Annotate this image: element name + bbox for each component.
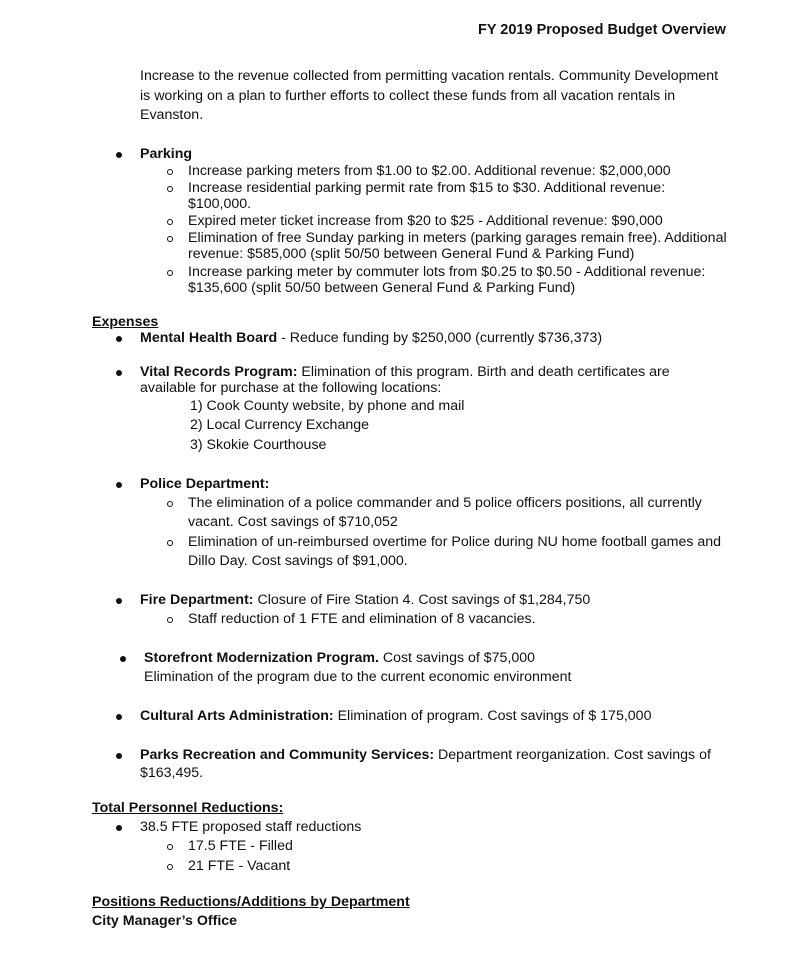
item-text: Elimination of this program. Birth and death certificates are <box>297 364 670 380</box>
mental-health-item <box>140 330 602 347</box>
vital-records-item <box>140 364 670 381</box>
item-text: Cost savings of $75,000 <box>378 650 536 666</box>
intro-line: Increase to the revenue collected from permitting vacation rentals. Community Development <box>140 68 719 84</box>
police-item: The elimination of a police commander and 5 police officers positions, all currently <box>188 495 702 511</box>
fire-item <box>140 592 590 609</box>
personnel-heading: Total Personnel Reductions: <box>92 800 284 816</box>
parking-item-cont: $100,000. <box>188 196 252 212</box>
police-item: Elimination of un-reimbursed overtime for Police during NU home football games and <box>188 534 722 550</box>
personnel-bullet: 38.5 FTE proposed staff reductions <box>140 819 362 835</box>
parking-item: Expired meter ticket increase from $20 to $25 - Additional revenue: $90,000 <box>188 213 663 229</box>
location-item: 2) Local Currency Exchange <box>190 417 370 433</box>
intro-line: Evanston. <box>140 107 204 123</box>
positions-heading: Positions Reductions/Additions by Department <box>92 894 410 910</box>
item-title: Parks Recreation and Community Services: <box>140 747 435 763</box>
item-title: Cultural Arts Administration: <box>140 708 334 724</box>
positions-subheading: City Manager’s Office <box>92 913 238 929</box>
expenses-heading: Expenses <box>92 314 159 330</box>
storefront-item <box>144 650 535 667</box>
item-text: Closure of Fire Station 4. Cost savings of $1,284,750 <box>253 592 591 608</box>
item-text: Elimination of program. Cost savings of $ 175,000 <box>333 708 652 724</box>
item-text: - Reduce funding by $250,000 (currently $736,373) <box>277 330 603 346</box>
parking-label: Parking <box>140 146 193 162</box>
police-item-cont: Dillo Day. Cost savings of $91,000. <box>188 553 408 569</box>
page-title: FY 2019 Proposed Budget Overview <box>478 22 726 38</box>
item-text-cont: Elimination of the program due to the current economic environment <box>144 669 572 685</box>
personnel-item: 17.5 FTE - Filled <box>188 838 293 854</box>
cultural-arts-item <box>140 708 651 725</box>
personnel-item: 21 FTE - Vacant <box>188 858 291 874</box>
parking-item-cont: $135,600 (split 50/50 between General Fund & Parking Fund) <box>188 280 576 296</box>
parking-item: Elimination of free Sunday parking in meters (parking garages remain free). Additional <box>188 230 727 246</box>
item-title: Vital Records Program: <box>140 364 298 380</box>
item-text-cont: available for purchase at the following locations: <box>140 380 442 396</box>
intro-line: is working on a plan to further efforts to collect these funds from all vacation rentals in <box>140 88 676 104</box>
police-item-cont: vacant. Cost savings of $710,052 <box>188 514 398 530</box>
item-title: Mental Health Board <box>140 330 278 346</box>
parking-item-cont: revenue: $585,000 (split 50/50 between General Fund & Parking Fund) <box>188 246 635 262</box>
parks-item <box>140 747 711 764</box>
parking-item: Increase parking meter by commuter lots from $0.25 to $0.50 - Additional revenue: <box>188 264 706 280</box>
item-text-cont: $163,495. <box>140 765 204 781</box>
item-title: Storefront Modernization Program. <box>144 650 379 666</box>
location-item: 3) Skokie Courthouse <box>190 437 327 453</box>
parking-item: Increase residential parking permit rate from $15 to $30. Additional revenue: <box>188 180 666 196</box>
item-text: Department reorganization. Cost savings of <box>434 747 711 763</box>
parking-item: Increase parking meters from $1.00 to $2.00. Additional revenue: $2,000,000 <box>188 163 671 179</box>
item-title: Fire Department: <box>140 592 254 608</box>
fire-sub-item: Staff reduction of 1 FTE and elimination of 8 vacancies. <box>188 611 536 627</box>
location-item: 1) Cook County website, by phone and mail <box>190 398 465 414</box>
police-title: Police Department: <box>140 476 270 492</box>
